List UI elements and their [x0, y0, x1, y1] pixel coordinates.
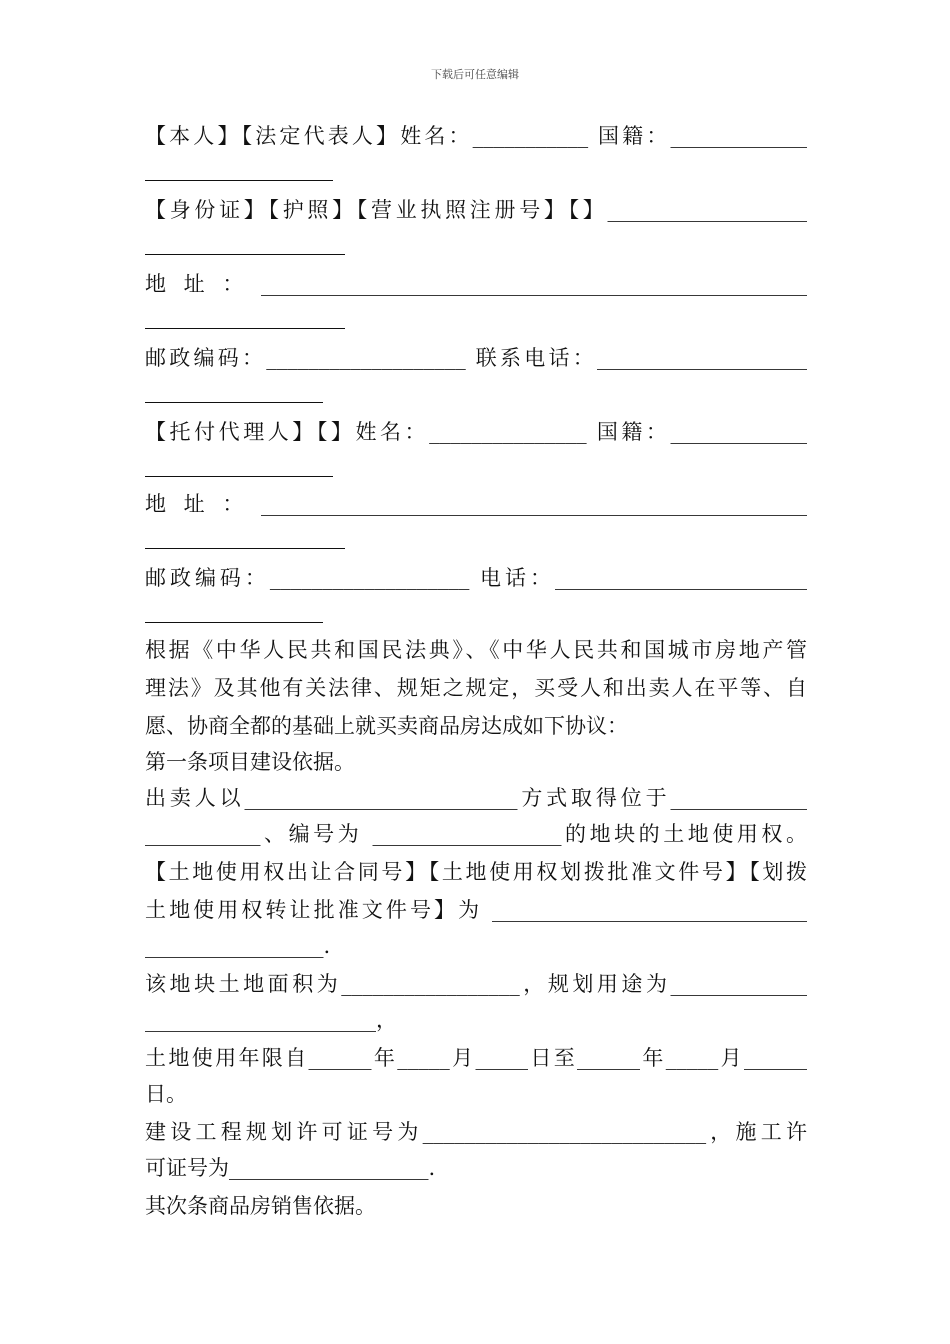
paragraph-line: 可证号为___________________.	[145, 1156, 436, 1180]
paragraph-line: _________________.	[145, 934, 331, 958]
paragraph-line: 日。	[145, 1082, 187, 1106]
paragraph-line: 愿、协商全都的基础上就买卖商品房达成如下协议：	[145, 714, 628, 738]
paragraph-line: 【土地使用权出让合同号】【土地使用权划拨批准文件号】【划拨	[145, 860, 807, 884]
paragraph-line: 该地块土地面积为_________________，规划用途为_____________	[145, 972, 807, 996]
continuation-rule	[145, 548, 345, 549]
line-address: 地址：____________________________________________________	[145, 272, 807, 296]
page-header: 下载后可任意编辑	[431, 68, 519, 81]
paragraph-line: 出卖人以__________________________方式取得位于_____________	[145, 786, 807, 810]
paragraph-line: 土地使用年限自______年_____月_____日至______年_____月______	[145, 1046, 807, 1070]
continuation-rule	[145, 180, 333, 181]
line-agent-postcode-phone: 邮政编码：___________________ 电话：________________________	[145, 566, 807, 590]
paragraph-line: 根据《中华人民共和国民法典》、《中华人民共和国城市房地产管	[145, 638, 807, 662]
continuation-rule	[145, 328, 345, 329]
line-agent-address: 地址：____________________________________________________	[145, 492, 807, 516]
line-id-document: 【身份证】【护照】【营业执照注册号】【】___________________	[145, 198, 807, 222]
paragraph-line: ______________________，	[145, 1008, 397, 1032]
continuation-rule	[145, 402, 323, 403]
paragraph-line: ___________、编号为 __________________的地块的土地使用权。	[145, 822, 807, 846]
continuation-rule	[145, 476, 333, 477]
paragraph-line: 建设工程规划许可证号为___________________________，施工许	[145, 1120, 807, 1144]
article-1-heading: 第一条项目建设依据。	[145, 750, 355, 774]
paragraph-line: 土地使用权转让批准文件号】为 ______________________________	[145, 898, 807, 922]
line-postcode-phone: 邮政编码：___________________ 联系电话：____________________	[145, 346, 807, 370]
paragraph-line: 理法》及其他有关法律、规矩之规定，买受人和出卖人在平等、自	[145, 676, 807, 700]
continuation-rule	[145, 622, 323, 623]
article-2-heading: 其次条商品房销售依据。	[145, 1194, 376, 1218]
line-agent-name: 【托付代理人】【】姓名：_______________ 国籍：_____________	[145, 420, 807, 444]
continuation-rule	[145, 254, 345, 255]
line-principal-name: 【本人】【法定代表人】姓名：___________ 国籍：_____________	[145, 124, 807, 148]
